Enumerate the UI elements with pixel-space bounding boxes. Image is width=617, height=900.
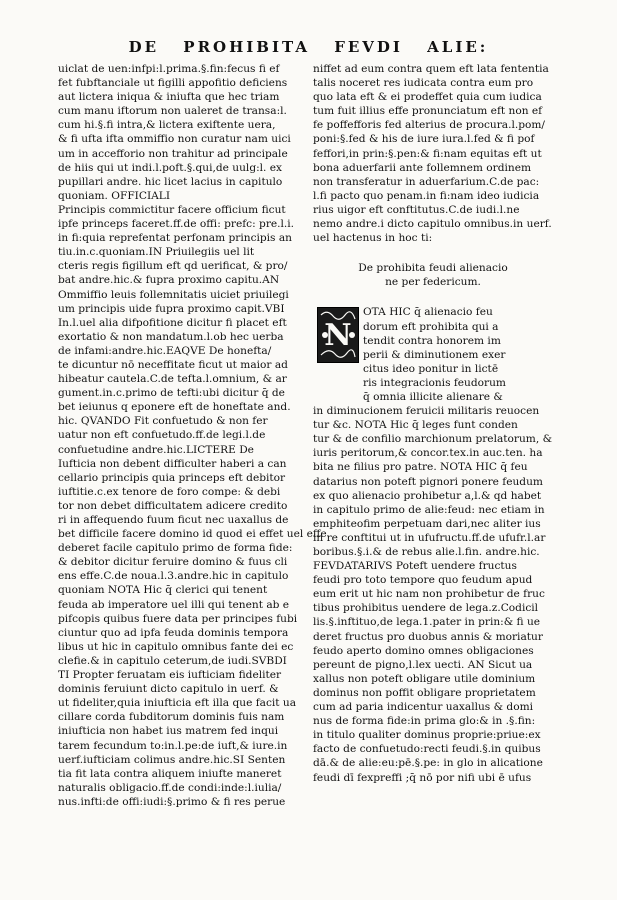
text-line: & fi ufta ifta ommiffio non curatur nam uici xyxy=(58,133,291,146)
text-line: Ommiffio leuis follemnitatis uiciet priuilegi xyxy=(58,288,289,301)
text-line: tor non debet difficultatem adicere credito xyxy=(58,499,288,512)
text-line: um in accefforio non trahitur ad principale xyxy=(58,147,288,160)
text-line: perii & diminutionem exer xyxy=(363,348,506,361)
text-line: nus de forma fide:in prima glo:& in .§.fin: xyxy=(313,715,536,728)
text-line: te dicuntur nō neceffitate ficut ut maior ad xyxy=(58,358,288,371)
text-line: in diminucionem feruicii militaris reuocen xyxy=(313,405,540,418)
text-line: nemo andre.i dicto capitulo omnibus.in uerf. xyxy=(313,218,552,231)
text-line: bita ne filius pro patre. NOTA HIC q̄ feu xyxy=(313,461,528,474)
text-line: tur & de confilio marchionum prelatorum, & xyxy=(313,433,553,446)
text-line: uatur non eft confuetudo.ff.de legi.l.de xyxy=(58,429,266,442)
text-line: Principis commictitur facere officium ficut xyxy=(58,203,286,216)
text-line: exortatio & non mandatum.l.ob hec uerba xyxy=(58,330,284,343)
text-line: boribus.§.i.& de rebus alie.l.fin. andre.hic. xyxy=(313,546,540,558)
text-line: cum manu iftorum non ualeret de transa:l. xyxy=(58,105,287,118)
text-line: hibeatur cautela.C.de tefta.l.omnium, & ar xyxy=(58,373,287,386)
text-line: FEVDATARIVS Poteft uendere fructus xyxy=(313,560,517,573)
text-line: ipfe princeps faceret.ff.de offi: prefc: pre.l.i. xyxy=(58,218,295,231)
text-line: dominis feruiunt dicto capitulo in uerf. & xyxy=(58,683,279,696)
text-line: quo lata eft & ei prodeffet quia cum iudica xyxy=(313,91,542,104)
text-line: OTA HIC q̄ alienacio feu xyxy=(363,306,493,319)
text-line: talis noceret res iudicata contra eum pro xyxy=(313,77,534,90)
svg-text:N: N xyxy=(324,318,352,354)
text-line: gument.in.c.primo de tefti:ubi dicitur q̄ de xyxy=(58,387,285,400)
spacer xyxy=(313,245,553,261)
text-line: citus ideo ponitur in lictē xyxy=(363,362,499,375)
text-line: feudi dī fexpreffi ;q̄ nō por nifi ubi ē ufus xyxy=(313,771,532,784)
text-line: aut lictera iniqua & iniufta que hec triam xyxy=(58,91,280,104)
dropcap-paragraph xyxy=(313,305,553,404)
left-column xyxy=(58,62,327,809)
text-line: feffori,in prin:§.pen:& fi:nam equitas eft ut xyxy=(313,147,542,160)
text-line: cum hi.§.fi intra,& lictera exiftente uera, xyxy=(58,119,276,132)
decorated-initial xyxy=(317,307,359,363)
text-line: hic. QVANDO Fit confuetudo & non fer xyxy=(58,415,268,428)
text-line: cellario principis quia princeps eft debitor xyxy=(58,471,286,484)
text-line: tur &c. NOTA Hic q̄ leges funt conden xyxy=(313,419,518,432)
text-line: In.l.uel alia difpofitione dicitur fi placet eft xyxy=(58,316,287,329)
text-line: facto de confuetudo:recti feudi.§.in quibus xyxy=(313,743,541,756)
text-line: ris integracionis feudorum xyxy=(363,376,506,389)
right-column-top-text xyxy=(313,62,553,245)
text-line: q̄ omnia illicite alienare & xyxy=(363,390,503,403)
text-line: tum fuit illius effe pronunciatum eft non ef xyxy=(313,105,543,118)
text-line: eum erit ut hic nam non prohibetur de fruc xyxy=(313,588,545,601)
text-line: TI Propter feruatam eis iufticiam fideliter xyxy=(58,669,282,682)
text-line: uel hactenus in hoc ti: xyxy=(313,232,433,245)
text-line: cteris regis figillum eft qd uerificat, & pro/ xyxy=(58,260,288,273)
text-line: iuftitie.c.ex tenore de foro compe: & debi xyxy=(58,485,281,498)
text-line: naturalis obligacio.ff.de condi:inde:l.iulia/ xyxy=(58,781,282,794)
text-line: xallus non poteft obligare utile dominium xyxy=(313,672,536,685)
text-line: de infami:andre.hic.EAQVE De honefta/ xyxy=(58,344,272,357)
text-line: dominus non poffit obligare proprietatem xyxy=(313,686,536,699)
text-line: uiclat de uen:infpi:l.prima.§.fin:fecus fi ef xyxy=(58,63,280,75)
text-line: non transferatur in aduerfarium.C.de pac: xyxy=(313,175,540,188)
text-line: poni:§.fed & his de iure iura.l.fed & fi pof xyxy=(313,133,535,146)
text-line: lis.§.inftituo,de lega.1.pater in prin:& fi ue xyxy=(313,616,541,629)
text-line: emphiteofim perpetuam dari,nec aliter ius xyxy=(313,517,541,530)
text-line: iniufticia non habet ius matrem fed inqui xyxy=(58,725,279,738)
text-line: tendit contra honorem im xyxy=(363,334,501,347)
text-line: ciuntur quo ad ipfa feuda dominis tempora xyxy=(58,626,289,639)
text-line: um principis uide fupra proximo capit.VBI xyxy=(58,302,285,315)
text-line: bet difficile facere domino id quod ei effet uel effe xyxy=(58,528,327,541)
text-line: quoniam NOTA Hic q̄ clerici qui tenent xyxy=(58,584,268,597)
text-line: pupillari andre. hic licet lacius in capitulo xyxy=(58,175,283,188)
text-line: deret fructus pro duobus annis & moriatur xyxy=(313,630,543,643)
text-line: pereunt de pigno,l.lex uecti. AN Sicut ua xyxy=(313,658,533,671)
text-line: feudo aperto domino omnes obligaciones xyxy=(313,644,534,657)
text-line: tibus prohibitus uendere de lega.z.Codicil xyxy=(313,602,539,615)
running-head: DE PROHIBITA FEVDI ALIE: xyxy=(128,38,489,56)
text-line: pifcopis quibus fuere data per principes fubi xyxy=(58,612,298,625)
text-line: cum ad paria indicentur uaxallus & domi xyxy=(313,701,534,714)
text-line: ex quo alienacio prohibetur a,l.& qd habet xyxy=(313,489,542,502)
text-line: ut fideliter,quia iniufticia eft illa que facit ua xyxy=(58,697,297,710)
text-line: bat andre.hic.& fupra proximo capitu.AN xyxy=(58,274,280,287)
text-line: tia fit lata contra aliquem iniufte maneret xyxy=(58,767,282,780)
text-line: clefie.& in capitulo ceterum,de iudi.SVBDI xyxy=(58,654,287,667)
text-line: in titulo qualiter dominus proprie:priue:ex xyxy=(313,729,541,742)
text-line: tarem fecundum to:in.l.pe:de iuft,& iure.in xyxy=(58,739,288,752)
right-column xyxy=(313,62,553,785)
text-line: bet ieiunus q eponere eft de honeftate and. xyxy=(58,401,291,414)
section-heading-line-1: De prohibita feudi alienacio xyxy=(358,262,508,275)
text-line: feudi pro toto tempore quo feudum apud xyxy=(313,574,533,587)
text-line: l.fi pacto quo penam.in fi:nam ideo iudicia xyxy=(313,189,540,202)
right-column-rest-text xyxy=(313,404,553,785)
text-line: cillare corda fubditorum dominis fuis nam xyxy=(58,711,285,724)
text-line: fet fubftanciale ut figilli appofitio deficiens xyxy=(58,77,288,90)
text-line: datarius non poteft pignori ponere feudum xyxy=(313,475,543,488)
text-line: dā.& de alie:eu:pē.§.pe: in glo in alicatione xyxy=(313,757,543,770)
text-line: nus.infti:de offi:iudi:§.primo & fi res perue xyxy=(58,795,286,808)
text-line: uerf.iufticiam colimus andre.hic.SI Senten xyxy=(58,753,286,766)
text-line: libus ut hic in capitulo omnibus fante dei ec xyxy=(58,640,294,653)
text-line: tiu.in.c.quoniam.IN Priuilegiis uel lit xyxy=(58,246,255,259)
text-line: bona aduerfarii ante follemnem ordinem xyxy=(313,161,532,174)
text-line: Iufticia non debent difficulter haberi a can xyxy=(58,457,287,470)
text-line: confuetudine andre.hic.LICTERE De xyxy=(58,443,254,456)
text-line: in fi:quia reprefentat perfonam principis an xyxy=(58,232,293,245)
text-line: dorum eft prohibita qui a xyxy=(363,320,499,333)
decorated-initial-graphic xyxy=(317,307,359,363)
spacer xyxy=(313,289,553,305)
text-line: feuda ab imperatore uel illi qui tenent ab e xyxy=(58,598,290,611)
section-heading-line-2: ne per federicum. xyxy=(385,276,481,289)
text-line: in re conftitui ut in ufufructu.ff.de ufufr.l.ar xyxy=(313,531,546,544)
text-line: ri in affequendo fuum ficut nec uaxallus de xyxy=(58,514,289,526)
text-line: rius uigor eft conftitutus.C.de iudi.l.ne xyxy=(313,203,520,216)
text-line: de hiis qui ut indi.l.poft.§.qui,de uulg:l. ex xyxy=(58,161,283,174)
text-line: deberet facile capitulo primo de forma fide: xyxy=(58,542,293,555)
text-line: fe poffefforis fed alterius de procura.l.pom/ xyxy=(313,119,545,132)
text-line: ens effe.C.de noua.l.3.andre.hic in capitulo xyxy=(58,570,289,583)
text-line: niffet ad eum contra quem eft lata fententia xyxy=(313,63,549,75)
text-line: quoniam. OFFICIALI xyxy=(58,189,171,202)
text-line: in capitulo primo de alie:feud: nec etiam in xyxy=(313,503,545,516)
text-line: iuris peritorum,& concor.tex.in auc.ten. ha xyxy=(313,447,543,460)
text-line: & debitor dicitur feruire domino & fuus cli xyxy=(58,556,288,569)
